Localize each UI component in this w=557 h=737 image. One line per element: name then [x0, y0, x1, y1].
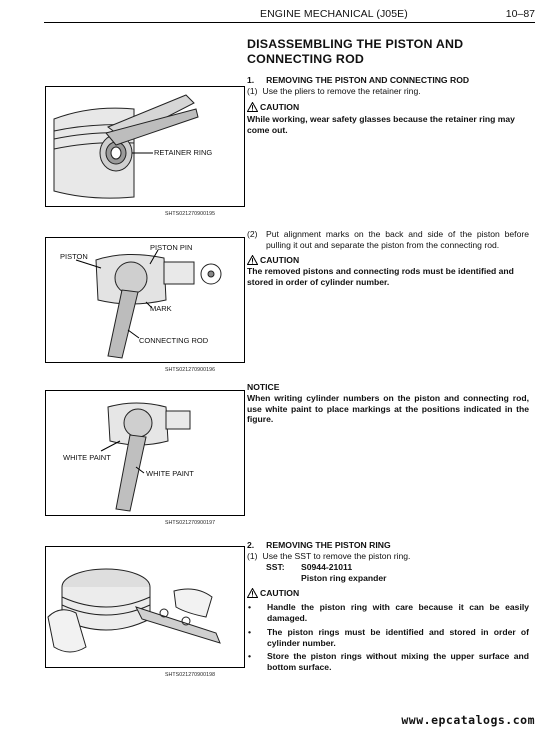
caution-1-text: While working, wear safety glasses because the retainer ring may come out.: [247, 114, 515, 135]
watermark-url: www.epcatalogs.com: [401, 713, 535, 727]
bullet-dot: •: [248, 627, 252, 637]
label-connecting-rod: CONNECTING ROD: [139, 336, 209, 345]
bullet-item: • The piston rings must be identified and stored in order of cylinder number.: [248, 627, 529, 648]
label-mark: MARK: [150, 304, 172, 313]
section-title: DISASSEMBLING THE PISTON AND CONNECTING ROD: [247, 37, 464, 66]
bullet-item: • Store the piston rings without mixing the upper surface and bottom surface.: [248, 651, 529, 672]
notice-text: When writing cylinder numbers on the piston and connecting rod, use white paint to place markings at the positions indicated in the figure.: [247, 393, 529, 425]
step2-sub1: (1) Use the SST to remove the piston ring.: [247, 551, 411, 561]
figure-1-id: SHTS021270900195: [165, 211, 216, 217]
figure-piston-ring-expander: [45, 546, 245, 668]
bullet-dot: •: [248, 651, 252, 661]
warning-triangle-icon: [247, 102, 258, 112]
caution-2: CAUTION: [247, 255, 299, 265]
label-white-paint-2: WHITE PAINT: [146, 469, 194, 478]
step1-sub2: (2) Put alignment marks on the back and side of the piston before pulling it out and separate the piston from the connecting rod.: [247, 229, 529, 250]
figure-white-paint: [45, 390, 245, 516]
figure-4-id: SHTS021270900198: [165, 672, 216, 678]
header-rule: [44, 22, 535, 23]
notice-label: NOTICE: [247, 382, 280, 392]
label-piston: PISTON: [60, 252, 88, 261]
label-white-paint-1: WHITE PAINT: [63, 453, 111, 462]
step2-heading: 2. REMOVING THE PISTON RING: [247, 540, 391, 550]
step1-heading: 1. REMOVING THE PISTON AND CONNECTING ROD: [247, 75, 470, 85]
caution-2-text: The removed pistons and connecting rods must be identified and stored in order of cylinder number.: [247, 266, 514, 287]
label-piston-pin: PISTON PIN: [150, 243, 193, 252]
figure-piston-pin: [45, 237, 245, 363]
running-header-title: ENGINE MECHANICAL (J05E): [260, 8, 408, 20]
figure-3-id: SHTS021270900197: [165, 520, 216, 526]
warning-triangle-icon: [247, 588, 258, 598]
label-retainer-ring: RETAINER RING: [154, 148, 213, 157]
warning-triangle-icon: [247, 255, 258, 265]
figure-retainer-ring: [45, 86, 245, 207]
page-number: 10–87: [505, 8, 535, 20]
bullet-item: • Handle the piston ring with care because it can be easily damaged.: [248, 602, 529, 623]
bullet-dot: •: [248, 602, 252, 612]
figure-2-id: SHTS021270900196: [165, 367, 216, 373]
caution-3: CAUTION: [247, 588, 299, 598]
figure-1-illustration: [46, 87, 244, 206]
figure-4-illustration: [46, 547, 244, 667]
caution-1: CAUTION: [247, 102, 299, 112]
step1-sub1: (1) Use the pliers to remove the retainer ring.: [247, 86, 421, 96]
